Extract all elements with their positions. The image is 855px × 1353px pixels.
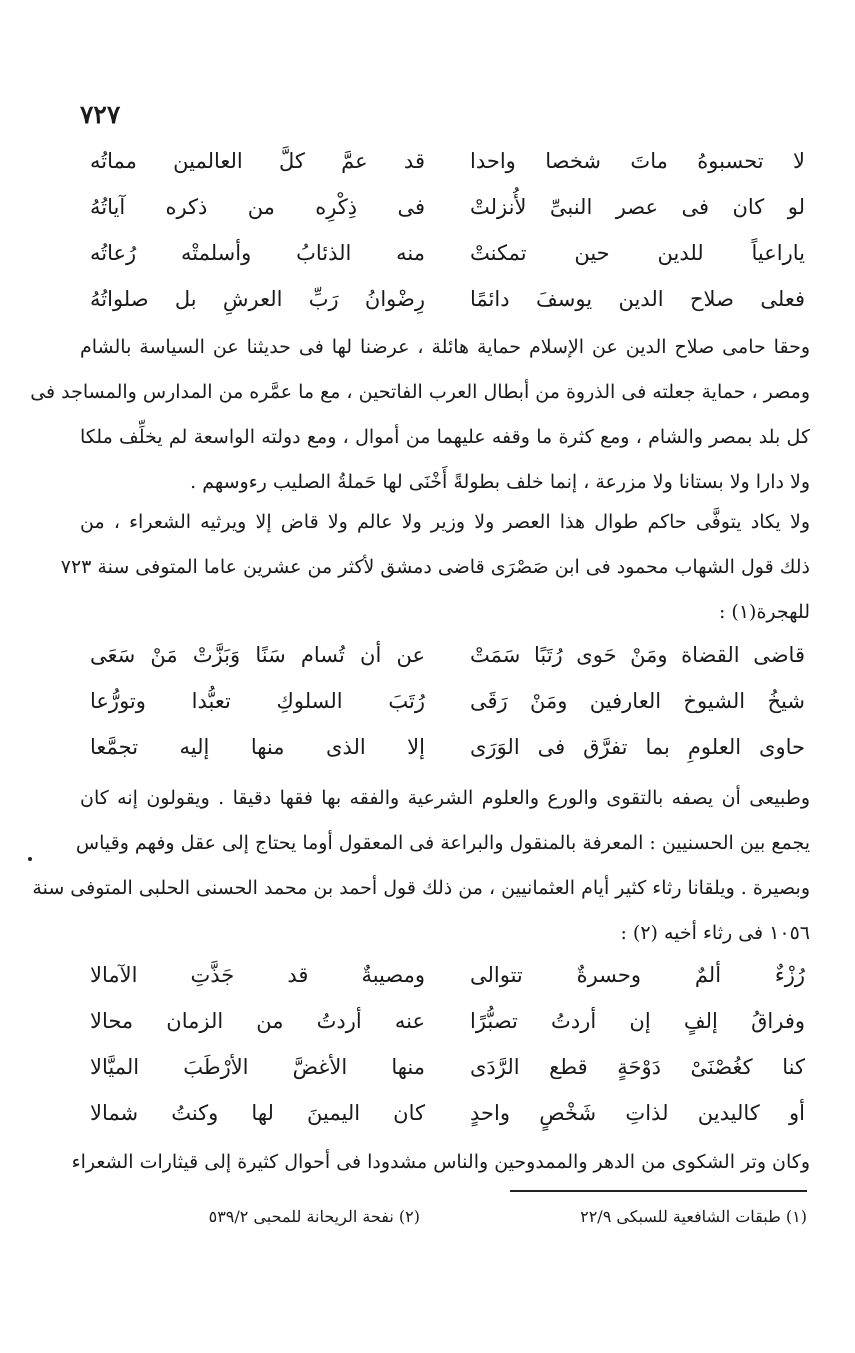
hemistich-left: إلا الذى منها إليه تجمَّعا (90, 735, 425, 759)
text-line: للهجرة(١) : (718, 601, 810, 623)
hemistich-right: أو كاليدين لذاتِ شَخْصٍ واحدٍ (470, 1101, 805, 1125)
hemistich-right: لا تحسبوهُ ماتَ شخصا واحدا (470, 149, 805, 173)
paragraph-2 (60, 500, 810, 635)
paragraph-4 (71, 1140, 810, 1185)
footnote-2: (٢) نفحة الريحانة للمحبى ٥٣٩/٢ (208, 1207, 420, 1226)
hemistich-left: منه الذئابُ وأسلمتْه رُعاتُه (90, 241, 425, 265)
verse-line (90, 1090, 805, 1136)
text-line: يجمع بين الحسنيين : المعرفة بالمنقول والبراعة فى المعقول أوما يحتاج إلى عقل وفهم وقياس (75, 832, 810, 854)
poem-3 (90, 952, 805, 1136)
text-line: ذلك قول الشهاب محمود فى ابن صَصْرَى قاضى دمشق لأكثر من عشرين عاما المتوفى سنة ٧٢٣ (60, 556, 810, 578)
verse-line (90, 952, 805, 998)
footnote-separator (510, 1190, 807, 1192)
hemistich-right: فعلى صلاح الدين يوسفَ دائمًا (470, 287, 805, 311)
paragraph-3 (32, 776, 810, 956)
hemistich-right: وفراقُ إلفٍ إن أردتُ تصبُّرًا (470, 1009, 805, 1033)
hemistich-right: قاضى القضاة ومَنْ حَوى رُتَبًا سَمَتْ (470, 643, 805, 667)
verse-line (90, 724, 805, 770)
text-line: وبصيرة . ويلقانا رثاء كثير أيام العثمانيين ، من ذلك قول أحمد بن محمد الحسنى الحلبى المتوفى سنة (32, 877, 810, 899)
hemistich-left: قد عمَّ كلَّ العالمين مماتُه (90, 149, 425, 173)
hemistich-right: شيخُ الشيوخ العارفين ومَنْ رَقَى (470, 689, 805, 713)
hemistich-left: رِضْوانُ رَبِّ العرشِ بل صلواتُهُ (90, 287, 425, 311)
text-line: ولا دارا ولا بستانا ولا مزرعة ، إنما خلف بطولةً أَخْنَى لها حَملةُ الصليب رءوسهم . (190, 471, 810, 493)
verse-line (90, 632, 805, 678)
hemistich-right: لو كان فى عصر النبىِّ لأُنزلتْ (470, 195, 805, 219)
paragraph-1 (30, 325, 810, 505)
text-line: ١٠٥٦ فى رثاء أخيه (٢) : (620, 922, 810, 944)
text-line: وحقا حامى صلاح الدين عن الإسلام حماية هائلة ، عرضنا لها فى حديثنا عن السياسة بالشام (80, 336, 810, 358)
verse-line (90, 998, 805, 1044)
verse-line (90, 678, 805, 724)
hemistich-left: عنه أردتُ من الزمان محالا (90, 1009, 425, 1033)
hemistich-left: رُتَبَ السلوكِ تعبُّدا وتورُّعا (90, 689, 425, 713)
hemistich-left: ومصيبةٌ قد جَذَّتِ الآمالا (90, 963, 425, 987)
text-line: وطبيعى أن يصفه بالتقوى والورع والعلوم الشرعية والفقه بها فقها دقيقا . ويقولون إنه كان (80, 787, 810, 809)
verse-line (90, 230, 805, 276)
hemistich-right: ياراعياً للدين حين تمكنتْ (470, 241, 805, 265)
poem-1 (90, 138, 805, 322)
hemistich-left: عن أن تُسام سَنًا وَبَزَّتْ مَنْ سَعَى (90, 643, 425, 667)
text-line: ومصر ، حماية جعلته فى الذروة من أبطال العرب الفاتحين ، مع ما عمَّره من المدارس والمساجد فى (30, 381, 810, 403)
text-line: ولا يكاد يتوفَّى حاكم طوال هذا العصر ولا وزير ولا عالم ولا قاض إلا ويرثيه الشعراء ، من (80, 511, 810, 533)
page-number: ٧٢٧ (80, 100, 121, 129)
stray-mark (28, 857, 32, 861)
hemistich-left: منها الأغضَّ الأرْطَبَ الميَّالا (90, 1055, 425, 1079)
hemistich-right: حاوى العلومِ بما تفرَّق فى الوَرَى (470, 735, 805, 759)
text-line: كل بلد بمصر والشام ، ومع كثرة ما وقفه عليهما من أموال ، ومع دولته الواسعة لم يخلِّف ملكا (80, 426, 810, 448)
verse-line (90, 138, 805, 184)
hemistich-right: كنا كغُصْنَىْ دَوْحَةٍ قطع الرَّدَى (470, 1055, 805, 1079)
hemistich-left: كان اليمينَ لها وكنتُ شمالا (90, 1101, 425, 1125)
verse-line (90, 1044, 805, 1090)
verse-line (90, 184, 805, 230)
hemistich-right: رُزْءٌ ألمٌ وحسرةٌ تتوالى (470, 963, 805, 987)
text-line: وكان وتر الشكوى من الدهر والممدوحين والناس مشدودا فى أحوال كثيرة إلى قيثارات الشعراء (71, 1151, 810, 1173)
poem-2 (90, 632, 805, 770)
verse-line (90, 276, 805, 322)
hemistich-left: فى ذِكْرِه من ذكره آياتُهُ (90, 195, 425, 219)
footnote-1: (١) طبقات الشافعية للسبكى ٢٢/٩ (580, 1207, 807, 1226)
